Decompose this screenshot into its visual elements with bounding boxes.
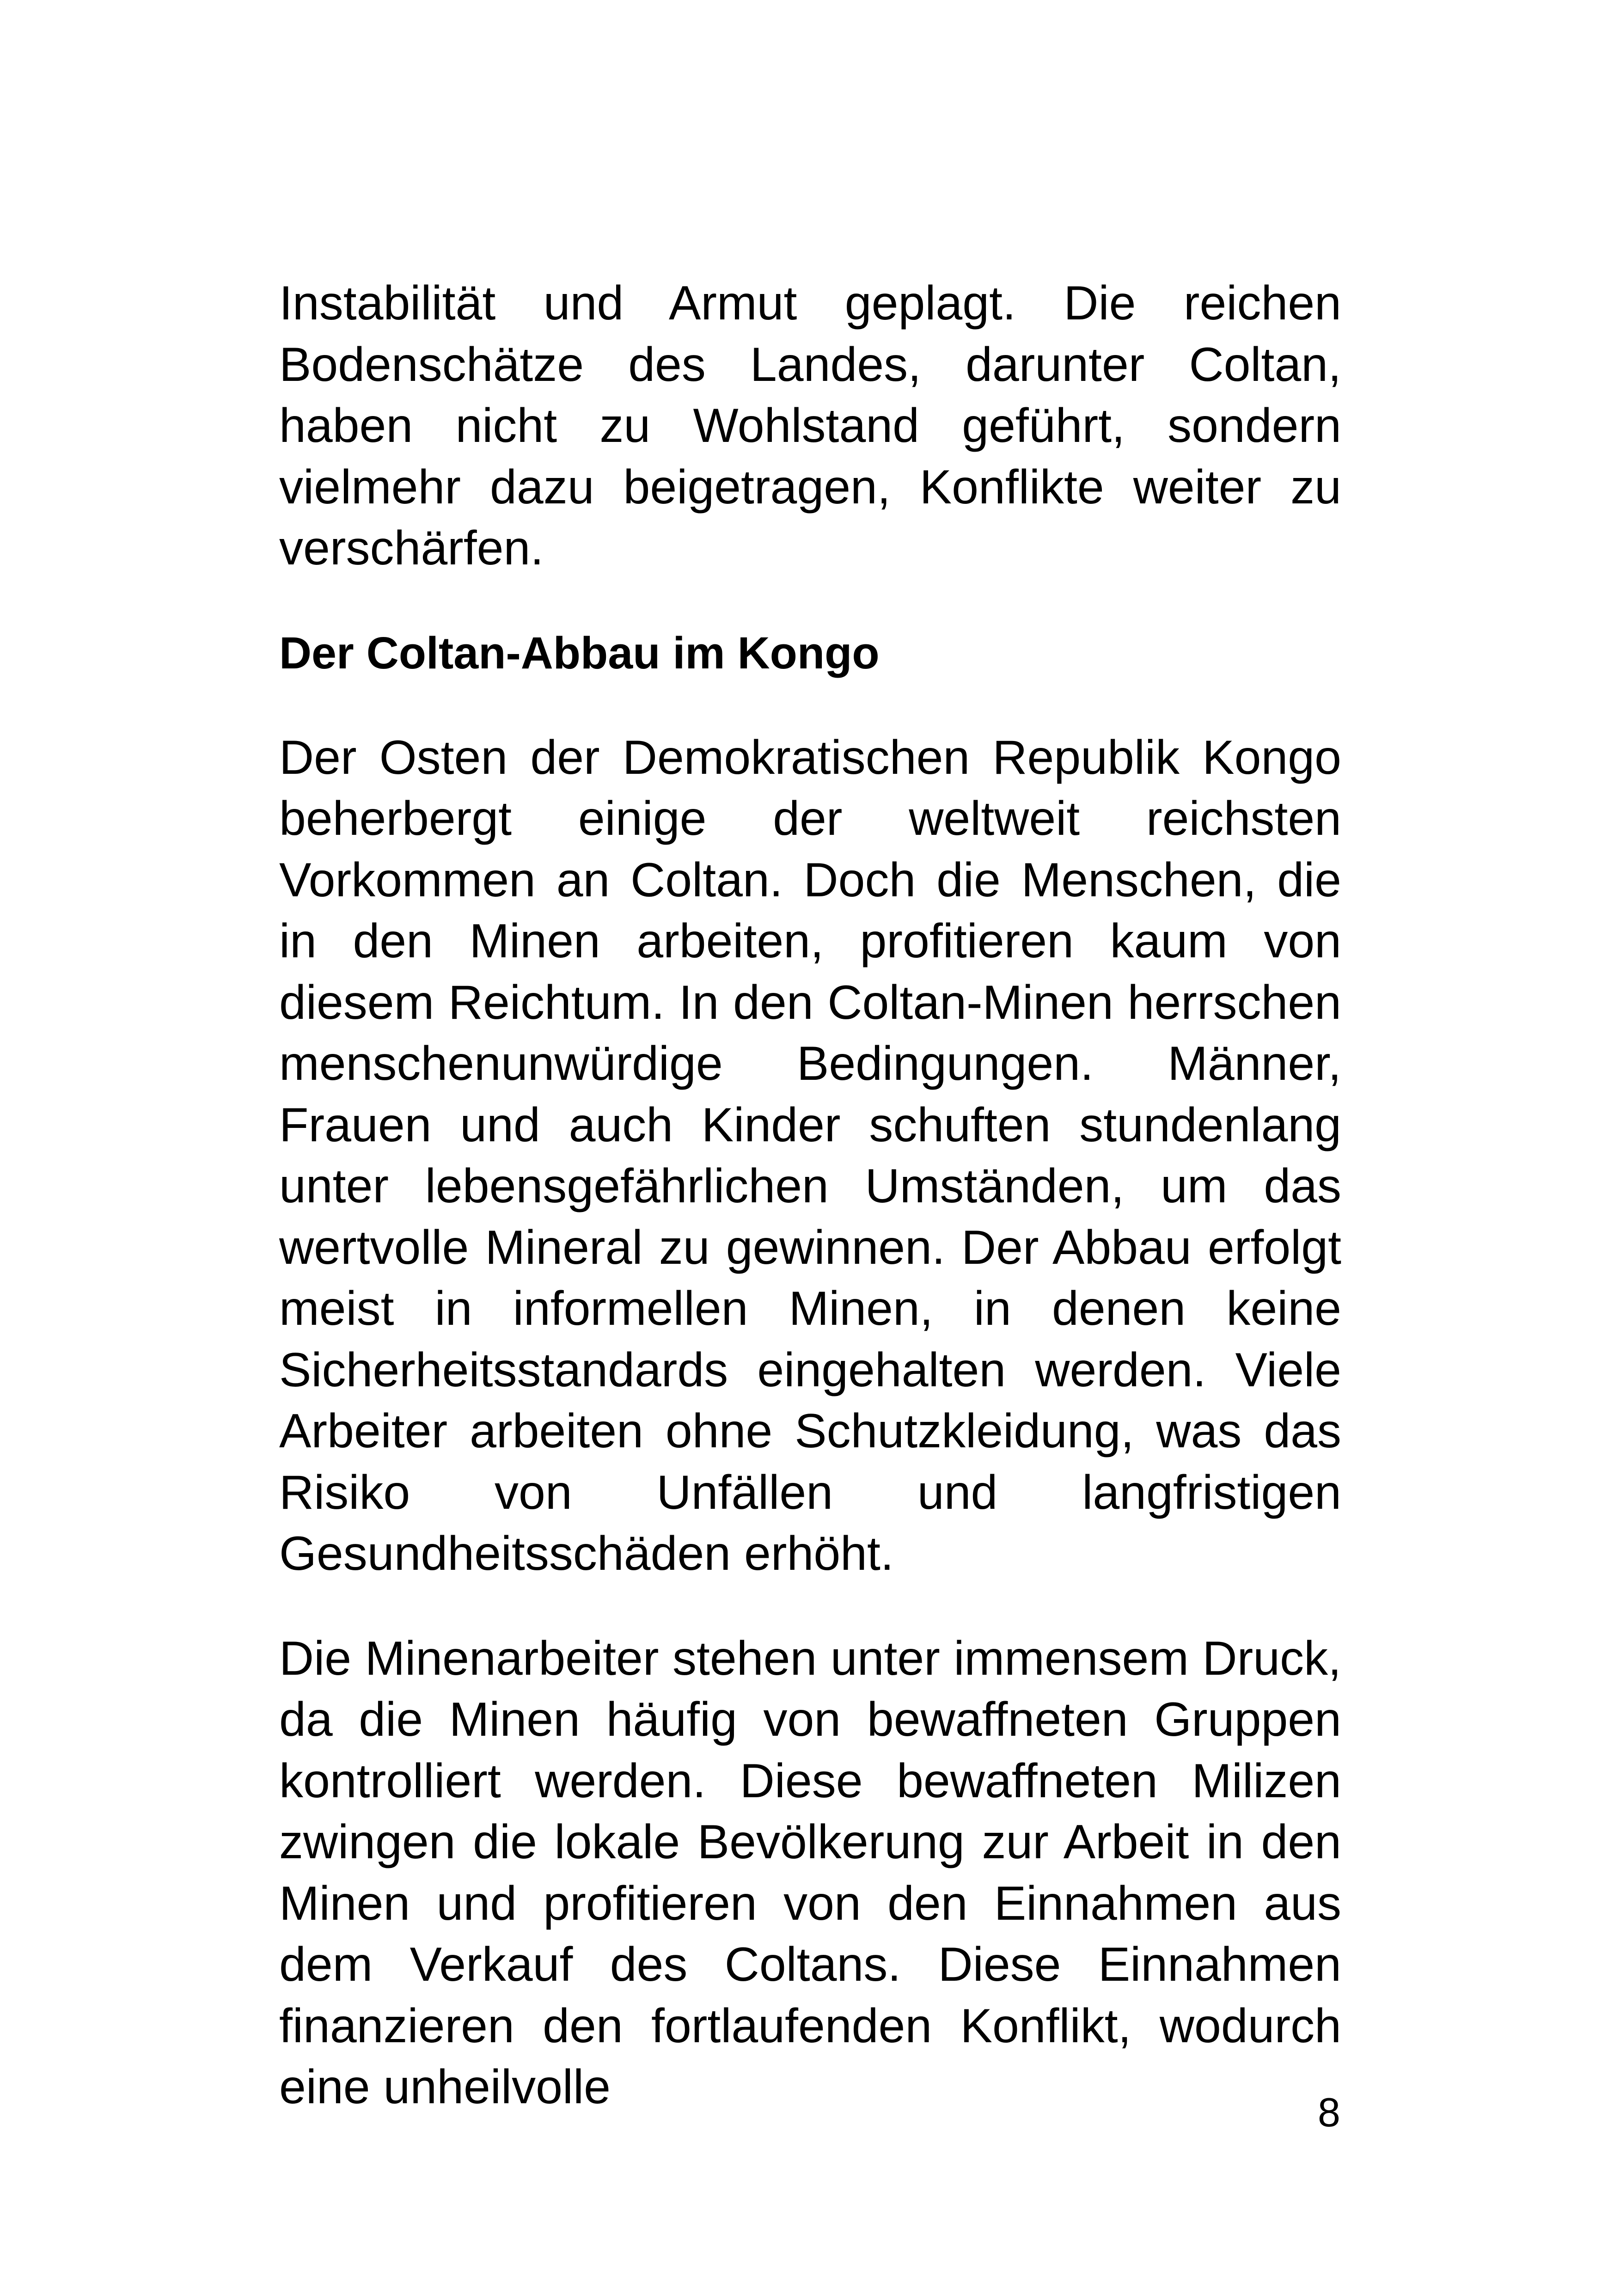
page-body (279, 273, 1341, 2118)
page-number: 8 (1318, 2089, 1340, 2135)
section-heading: Der Coltan-Abbau im Kongo (279, 627, 880, 678)
paragraph-mining-conditions: Der Osten der Demokratischen Republik Kongo beherbergt einige der weltweit reichsten Vorkommen an Coltan. Doch die Menschen, die in den Minen arbeiten, profitieren kaum von diesem Reichtum. In den Coltan-Minen herrschen menschenunwürdige Bedingungen. Männer, Frauen und auch Kinder schuften stundenlang unter lebensgefährlichen Umständen, um das wertvolle Mineral zu gewinnen. Der Abbau erfolgt meist in informellen Minen, in denen keine Sicherheitsstandards eingehalten werden. Viele Arbeiter arbeiten ohne Schutzkleidung, was das Risiko von Unfällen und langfristigen Gesundheitsschäden erhöht. (279, 730, 1341, 1580)
paragraph-armed-groups: Die Minenarbeiter stehen unter immensem Druck, da die Minen häufig von bewaffneten Gruppen kontrolliert werden. Diese bewaffneten Milizen zwingen die lokale Bevölkerung zur Arbeit in den Minen und profitieren von den Einnahmen aus dem Verkauf des Coltans. Diese Einnahmen finanzieren den fortlaufenden Konflikt, wodurch eine unheilvolle (279, 1631, 1341, 2114)
paragraph-intro: Instabilität und Armut geplagt. Die reichen Bodenschätze des Landes, darunter Coltan, haben nicht zu Wohlstand geführt, sondern vielmehr dazu beigetragen, Konflikte weiter zu verschärfen. (279, 276, 1341, 575)
